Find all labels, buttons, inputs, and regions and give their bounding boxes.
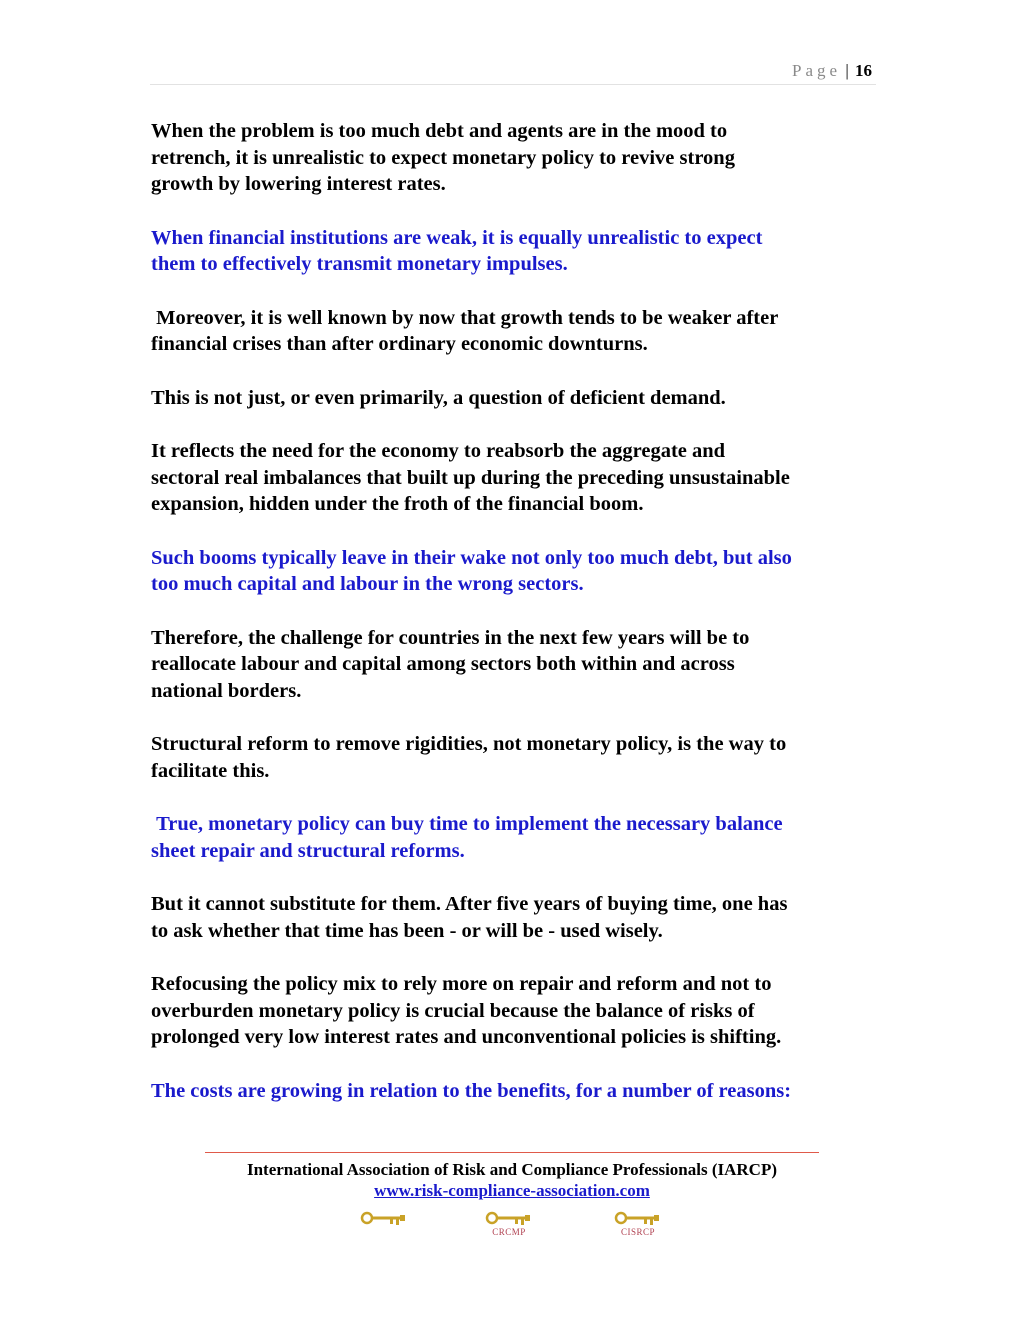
key-icon-graphic <box>614 1210 662 1228</box>
document-body <box>151 118 873 1131</box>
footer-website-link[interactable]: www.risk-compliance-association.com <box>374 1181 650 1200</box>
page-number: 16 <box>855 61 872 80</box>
paragraph: Structural reform to remove rigidities, not monetary policy, is the way to facilitate this. <box>151 733 787 782</box>
page-header <box>150 58 876 85</box>
key-icon-graphic <box>485 1210 533 1228</box>
paragraph: Such booms typically leave in their wake not only too much debt, but also too much capital and labour in the wrong sectors. <box>151 546 792 595</box>
key-icon <box>614 1210 662 1240</box>
paragraph: When the problem is too much debt and agents are in the mood to retrench, it is unrealistic to expect monetary policy to revive strong growth by lowering interest rates. <box>151 120 735 195</box>
paragraph: Moreover, it is well known by now that growth tends to be weaker after financial crises than after ordinary economic downturns. <box>151 306 779 355</box>
key-icon-graphic <box>360 1210 408 1228</box>
paragraph: When financial institutions are weak, it is equally unrealistic to expect them to effectively transmit monetary impulses. <box>151 226 763 275</box>
paragraph: Therefore, the challenge for countries in the next few years will be to reallocate labour and capital among sectors both within and across national borders. <box>151 626 750 702</box>
page-footer <box>200 1152 824 1237</box>
paragraph: It reflects the need for the economy to reabsorb the aggregate and sectoral real imbalances that built up during the preceding unsustainable expansion, hidden under the froth of the financial boom. <box>151 440 790 515</box>
page-number-label <box>792 61 872 81</box>
footer-logos <box>200 1210 824 1242</box>
page-word: Page <box>792 61 842 80</box>
key-icon <box>360 1210 408 1240</box>
paragraph: True, monetary policy can buy time to implement the necessary balance sheet repair and structural reforms. <box>151 813 783 862</box>
footer-organization: International Association of Risk and Compliance Professionals (IARCP) <box>246 1160 778 1179</box>
paragraph: The costs are growing in relation to the benefits, for a number of reasons: <box>151 1079 792 1102</box>
paragraph: This is not just, or even primarily, a question of deficient demand. <box>151 386 726 409</box>
logo-caption: CISRCP <box>620 1227 656 1237</box>
key-icon <box>485 1210 533 1240</box>
page-separator: | <box>845 61 849 80</box>
paragraph: Refocusing the policy mix to rely more on repair and reform and not to overburden monetary policy is crucial because the balance of risks of prolonged very low interest rates and unconventional policies is shifting. <box>151 973 782 1048</box>
footer-divider <box>205 1152 819 1153</box>
logo-caption: CRCMP <box>492 1227 526 1237</box>
paragraph: But it cannot substitute for them. After five years of buying time, one has to ask whether that time has been - or will be - used wisely. <box>151 893 788 942</box>
